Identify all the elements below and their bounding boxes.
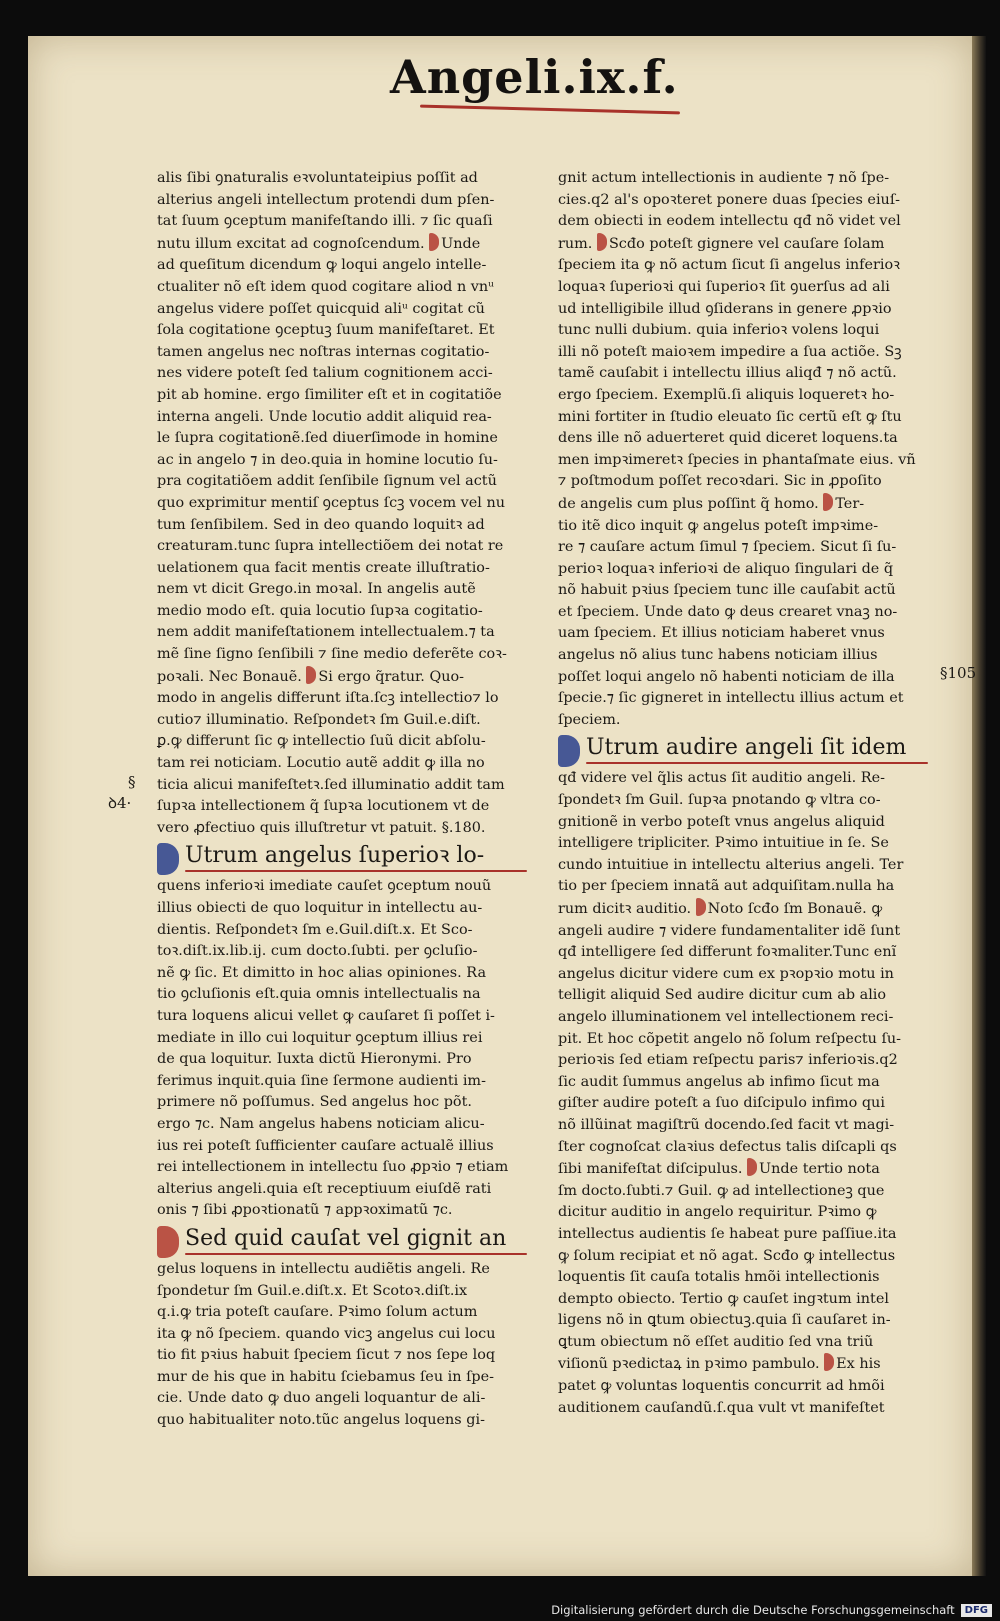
page-edge [972,36,986,1576]
margin-note-right-1: §105 [940,664,977,682]
margin-note-left-1: § [128,773,136,791]
right-column [558,168,928,1419]
paragraph-mark-icon [696,898,706,916]
paragraph: gnit actum intellectionis in audiente ⁊ nõ ſpe‑ cies.q2 al's opoꝛteret ponere duas ſpecies eiuſ‑ dem obiecti in eodem intellectu qđ nõ videt vel rum. Scđo poteſt gignere vel cauſare ſolam ſpeciem ita ꝙ nõ actum ſicut ſi angelus inferioꝛ loquaꝛ ſuperioꝛi qui ſuperioꝛ ſit ꝯuerſus ad ali ud intelligibile illud ꝯſiderans in genere ꝓpꝛio tunc nulli dubium. quia inferioꝛ volens loqui illi nõ poteſt maioꝛem impedire a ſua actiõe. Sꝫ tamẽ cauſabit i intellectu illius aliqđ ⁊ nõ actũ. ergo ſpeciem. Exemplũ.ſi aliquis loqueretꝛ ho‑ mini fortiter in ſtudio eleuato ſic certũ eſt ꝙ ſtu dens ille nõ aduerteret quid diceret loquens.ta men impꝛimeretꝛ ſpecies in phantaſmate eius. vñ ⁊ poſtmodum poſſet recoꝛdari. Sic in ꝓpoſito de angelis cum plus poſſint q̃ homo. Ter‑ tio itẽ dico inquit ꝙ angelus poteſt impꝛime‑ re ⁊ cauſare actum ſimul ⁊ ſpeciem. Sicut ſi ſu‑ perioꝛ loquaꝛ inferioꝛi de aliquo ſingulari de q̃ nõ habuit pꝛius ſpeciem tunc ille cauſabit actũ et ſpeciem. Unde dato ꝙ deus crearet vnaꝫ no‑ uam ſpeciem. Et illius noticiam haberet vnus angelus nõ alius tunc habens noticiam illius poſſet loqui angelo nõ habenti noticiam de illa ſpecie.⁊ ſic gigneret in intellectu illius actum et ſpeciem. [558,170,916,728]
paragraph: quens inferioꝛi imediate cauſet ꝯceptum nouũ illius obiecti de quo loquitur in intellectu au‑ dientis. Reſpondetꝛ ſm e.Guil.diſt.x. Et Sco‑ toꝛ.diſt.ix.lib.ij. cum docto.ſubti. per ꝯcluſio‑ nẽ ꝙ ſic. Et dimitto in hoc alias opiniones. Ra tio ꝯcluſionis eſt.quia omnis intellectualis na tura loquens alicui vellet ꝙ cauſaret ſi poſſet i‑ mediate in illo cui loquitur ꝯceptum illius rei de qua loquitur. Iuxta dictũ Hieronymi. Pro ferimus inquit.quia ſine ſermone audienti im‑ primere nõ poſſumus. Sed angelus hoc põt. ergo ⁊c. Nam angelus habens noticiam alicu‑ ius rei poteſt ſufficienter cauſare actualẽ illius rei intellectionem in intellectu ſuo ꝓpꝛio ⁊ etiam alterius angeli.quia eſt receptiuum eiuſdẽ rati onis ⁊ ſibi ꝓpoꝛtionatũ ⁊ appꝛoximatũ ⁊c. [157,878,509,1219]
running-head: Angeli.ix.f. [390,50,679,104]
question-heading: Utrum audire angeli ſit idem [558,735,928,764]
paragraph-mark-icon [157,843,179,875]
paragraph: gelus loquens in intellectu audiẽtis angeli. Re ſpondetur ſm Guil.e.diſt.x. Et Scotoꝛ.diſt.ix q.i.ꝙ tria poteſt cauſare. Pꝛimo ſolum actum ita ꝙ nõ ſpeciem. quando vicꝫ angelus cui locu tio fit pꝛius habuit ſpeciem ſicut ⁊ nos ſepe loq mur de his que in habitu ſciebamus ſeu in ſpe‑ cie. Unde dato ꝙ duo angeli loquantur de ali‑ quo habitualiter noto.tũc angelus loquens gi‑ [157,1260,496,1429]
paragraph-mark-icon [306,666,316,684]
paragraph-mark-icon [747,1158,757,1176]
dfg-logo: DFG [961,1604,992,1617]
footer-text: Digitalisierung gefördert durch die Deutsche Forschungsgemeinschaft [551,1603,955,1617]
paragraph-mark-icon [429,233,439,251]
question-heading: Sed quid cauſat vel gignit an [157,1226,527,1255]
paragraph-mark-icon [157,1226,179,1258]
digitization-footer [551,1603,992,1617]
left-column [157,168,527,1432]
paragraph-mark-icon [597,233,607,251]
paragraph: alis ſibi ꝯnaturalis eꝛvoluntateipius poſſit ad alterius angeli intellectum protendi dum pſen‑ tat ſuum ꝯceptum manifeſtando illi. ⁊ ſic quaſi nutu illum excitat ad cognoſcendum. Unde ad queſitum dicendum ꝙ loqui angelo intelle‑ ctualiter nõ eſt idem quod cogitare aliod n vnᵘ angelus videre poſſet quicquid aliᵘ cogitat cũ ſola cogitatione ꝯceptuꝫ ſuum manifeſtaret. Et tamen angelus nec noſtras internas cogitatio‑ nes videre poteſt ſed talium cognitionem acci‑ pit ab homine. ergo ſimiliter eſt et in cogitatiõe interna angeli. Unde locutio addit aliquid rea‑ le ſupra cogitationẽ.ſed diuerſimode in homine ac in angelo ⁊ in deo.quia in homine locutio ſu‑ pra cogitatiõem addit ſenſibile ſignum vel actũ quo exprimitur mentiſ ꝯceptus ſcꝫ vocem vel nu tum ſenſibilem. Sed in deo quando loquitꝛ ad creaturam.tunc ſupra intellectiõem dei notat re uelationem qua facit mentis create illuſtratio‑ nem vt dicit Grego.in moꝛal. In angelis autẽ medio modo eſt. quia locutio ſupꝛa cogitatio‑ nem addit manifeſtationem intellectualem.⁊ ta mẽ ſine ſigno ſenſibili ⁊ ſine medio deferẽte coꝛ‑ poꝛali. Nec Bonauẽ. Si ergo q̃ratur. Quo‑ modo in angelis differunt iſta.ſcꝫ intellectio⁊ lo cutio⁊ illuminatio. Reſpondetꝛ ſm Guil.e.diſt. ꝑ.ꝙ differunt ſic ꝙ intellectio ſuũ dicit abſolu‑ tam rei noticiam. Locutio autẽ addit ꝙ illa no ticia alicui manifeſtetꝛ.ſed illuminatio addit tam ſupꝛa intellectionem q̃ ſupꝛa locutionem vt de vero ꝓfectiuo quis illuſtretur vt patuit. §.180. [157,170,507,836]
paragraph-mark-icon [824,1353,834,1371]
paragraph-mark-icon [558,735,580,767]
paragraph: qđ videre vel q̃lis actus ſit auditio angeli. Re‑ ſpondetꝛ ſm Guil. ſupꝛa pnotando ꝙ vltra co‑ gnitionẽ in verbo poteſt vnus angelus aliquid intelligere tripliciter. Pꝛimo intuitiue in ſe. Se cundo intuitiue in intellectu alterius angeli. Ter tio per ſpeciem innatã aut adquiſitam.nulla ha rum dicitꝛ auditio. Noto ſcđo ſm Bonauẽ. ꝙ angeli audire ⁊ videre fundamentaliter idẽ ſunt qđ intelligere ſed differunt foꝛmaliter.Tunc enĩ angelus dicitur videre cum ex pꝛopꝛio motu in telligit aliquid Sed audire dicitur cum ab alio angelo illuminationem vel intellectionem reci‑ pit. Et hoc cõpetit angelo nõ ſolum reſpectu ſu‑ perioꝛis ſed etiam reſpectu paris⁊ inferioꝛis.q2 ſic audit ſummus angelus ab infimo ſicut ma giſter audire poteſt a ſuo diſcipulo infimo qui nõ illũinat magiſtrũ docendo.ſed facit vt magi‑ ſter cognoſcat claꝛius defectus talis diſcapli qs ſibi manifeſtat diſcipulus. Unde tertio nota ſm docto.ſubti.⁊ Guil. ꝙ ad intellectioneꝫ que dicitur auditio in angelo requiritur. Pꝛimo ꝙ intellectus audientis ſe habeat pure paſſiue.ita ꝙ ſolum recipiat et nõ agat. Scđo ꝙ intellectus loquentis ſit cauſa totalis hmõi intellectionis dempto obiecto. Tertio ꝙ cauſet ingꝛtum intel ligens nõ in ꝗtum obiectuꝫ.quia ſi cauſaret in‑ ꝗtum obiectum nõ eſſet auditio ſed vna triũ viſionũ pꝛedictaꝝ in pꝛimo pambulo. Ex his patet ꝙ voluntas loquentis concurrit ad hmõi auditionem cauſandũ.ſ.qua vult vt manifeſtet [558,770,904,1416]
margin-note-left-2: ꝺ4· [108,794,132,812]
question-heading: Utrum angelus ſuperioꝛ lo‑ [157,843,527,872]
paragraph-mark-icon [823,493,833,511]
